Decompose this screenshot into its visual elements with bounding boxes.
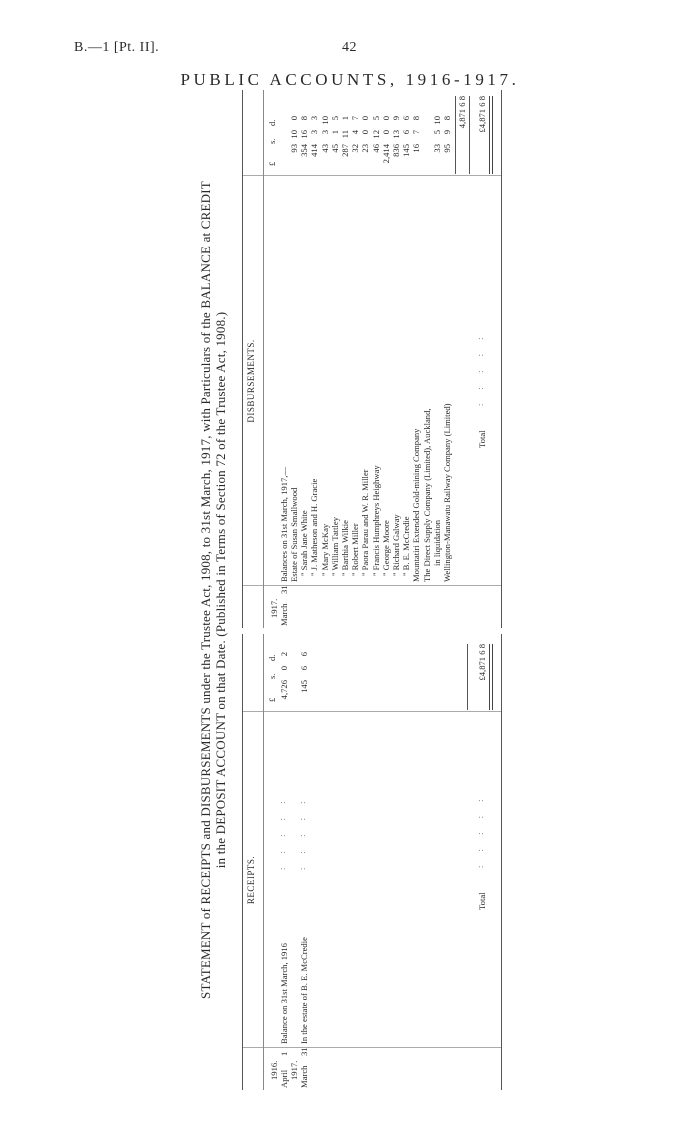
disbursement-description: " Robert Miller <box>350 523 361 576</box>
disbursement-pounds: 33 <box>431 144 442 153</box>
disbursement-shillings: 1 <box>329 130 340 135</box>
disbursement-pence: 10 <box>431 116 442 125</box>
receipt-pence: 2 <box>279 652 289 657</box>
disbursement-pounds: 45 <box>329 144 340 153</box>
disbursement-description: " B. E. McCredie <box>401 516 412 576</box>
disbursement-pence: 0 <box>380 116 391 121</box>
receipt-pounds: 145 <box>299 680 309 693</box>
pounds-header: £ <box>267 697 277 702</box>
disbursement-pence: 0 <box>360 116 371 121</box>
disbursement-shillings: 0 <box>360 130 371 135</box>
disbursement-pence: 5 <box>329 116 340 121</box>
disbursement-shillings: 0 <box>380 130 391 135</box>
disbursement-pence: 6 <box>401 116 412 121</box>
disbursement-year: 1917. <box>269 598 279 618</box>
receipt-month: April <box>279 1069 289 1088</box>
receipts-total-value: £4,871 6 8 <box>477 644 487 681</box>
disbursement-day: 31 <box>279 585 289 594</box>
disbursement-pounds: 287 <box>340 144 350 157</box>
receipt-year-1916: 1916. <box>269 1060 279 1080</box>
disbursements-total-value: £4,871 6 8 <box>477 96 487 133</box>
statement-title-line-1: STATEMENT of RECEIPTS and DISBURSEMENTS under the Trustee Act, 1908, to 31st March, 1917, with Particulars of the BALANCE at CREDIT <box>198 181 213 999</box>
disbursement-pounds: 23 <box>360 144 371 153</box>
disbursements-table <box>242 90 502 628</box>
disbursement-description: " Richard Galway <box>391 514 401 576</box>
disbursement-description: " J. Matheson and H. Gracie <box>309 478 320 576</box>
pence-header: d. <box>267 119 277 126</box>
disbursement-pounds: 93 <box>289 144 299 153</box>
disbursement-description: " William Tattley <box>329 516 340 576</box>
pence-header: d. <box>267 654 277 661</box>
receipt-pence: 6 <box>299 652 309 657</box>
disbursement-pence: 8 <box>442 116 452 121</box>
disbursement-shillings: 10 <box>289 130 299 139</box>
disbursement-pence: 5 <box>370 116 381 121</box>
disbursement-pounds: 95 <box>442 144 452 153</box>
disbursement-description: The Direct Supply Company (Limited), Auckland, <box>421 408 432 582</box>
leader-dots: : : : : : <box>277 795 287 870</box>
disbursement-pounds: 836 <box>391 144 401 157</box>
receipt-description: In the estate of B. E. McCredie <box>299 937 309 1044</box>
disbursement-pence: 10 <box>319 116 330 125</box>
disbursements-total-label: Total <box>477 430 487 448</box>
disbursement-pence: 1 <box>340 116 350 121</box>
rotated-statement <box>198 90 508 1090</box>
disbursement-pence: 7 <box>350 116 361 121</box>
leader-dots: : : : : : <box>475 331 485 406</box>
disbursement-shillings: 4 <box>350 130 361 135</box>
receipt-shillings: 0 <box>279 666 289 671</box>
disbursement-month: March <box>279 603 289 626</box>
disbursement-pence: 9 <box>391 116 401 121</box>
disbursement-shillings: 7 <box>411 130 422 135</box>
receipt-month: March <box>299 1065 309 1088</box>
disbursement-shillings: 11 <box>340 130 350 139</box>
disbursement-shillings: 3 <box>319 130 330 135</box>
receipt-day: 31 <box>299 1047 309 1056</box>
leader-dots: : : : : : <box>475 793 485 868</box>
disbursement-pounds: 32 <box>350 144 361 153</box>
disbursement-description: " Paora Parau and W. R. Miller <box>360 469 371 576</box>
disbursement-description: Wellington-Manawatu Railway Company (Limited) <box>442 403 452 582</box>
disbursement-pounds: 354 <box>299 144 310 157</box>
disbursement-pence: 8 <box>299 116 310 121</box>
receipt-day: 1 <box>279 1051 289 1056</box>
disbursement-shillings: 13 <box>391 130 401 139</box>
disbursement-description: " George Moore <box>380 520 391 576</box>
disbursements-heading: DISBURSEMENTS. <box>246 339 256 423</box>
pounds-header: £ <box>267 161 277 166</box>
disbursement-pounds: 2,414 <box>380 144 391 164</box>
receipt-description: Balance on 31st March, 1916 <box>279 943 289 1044</box>
disbursement-pounds: 414 <box>309 144 320 157</box>
disbursement-description: " Mary McKay <box>319 523 330 576</box>
disbursement-description: " Sarah Jane White <box>299 510 310 576</box>
disbursement-shillings: 5 <box>431 130 442 135</box>
disbursement-description: " Barthia Wilkie <box>340 520 350 576</box>
shillings-header: s. <box>267 673 277 679</box>
disbursement-pence: 8 <box>411 116 422 121</box>
disbursement-description: Mountatiri Extended Gold-mining Company <box>411 428 422 582</box>
disbursement-intro: Balances on 31st March, 1917,— <box>279 466 289 582</box>
disbursement-pounds: 46 <box>370 144 381 153</box>
document-reference: B.—1 [Pt. II]. <box>74 40 160 55</box>
page-number: 42 <box>342 40 357 55</box>
disbursement-pence: 3 <box>309 116 320 121</box>
shillings-header: s. <box>267 138 277 144</box>
disbursements-subtotal: 4,871 6 8 <box>457 96 467 129</box>
receipts-table <box>242 634 502 1090</box>
leader-dots: : : : : : <box>297 795 307 870</box>
disbursement-pence: 0 <box>289 116 299 121</box>
disbursement-shillings: 12 <box>370 130 381 139</box>
statement-title <box>198 90 228 1090</box>
page-title: PUBLIC ACCOUNTS, 1916-1917. <box>180 70 520 89</box>
disbursement-description: in liquidation <box>431 519 442 566</box>
disbursement-pounds: 145 <box>401 144 412 157</box>
disbursement-description: Estate of Susan Smallwood <box>289 487 299 582</box>
disbursement-description: " Francis Humphreys Heighway <box>370 465 381 576</box>
receipts-total-label: Total <box>477 892 487 910</box>
disbursement-pounds: 16 <box>411 144 422 153</box>
statement-title-line-2: in the DEPOSIT ACCOUNT on that Date. (Published in Terms of Section 72 of the Trustee Act, 1908.) <box>213 311 228 869</box>
disbursement-shillings: 6 <box>401 130 412 135</box>
disbursement-shillings: 9 <box>442 130 452 135</box>
receipt-shillings: 6 <box>299 666 309 671</box>
receipt-year-1917: 1917. <box>289 1060 299 1080</box>
disbursement-shillings: 16 <box>299 130 310 139</box>
disbursement-shillings: 3 <box>309 130 320 135</box>
receipt-pounds: 4,726 <box>279 680 289 700</box>
disbursement-pounds: 43 <box>319 144 330 153</box>
receipts-heading: RECEIPTS. <box>246 855 256 905</box>
